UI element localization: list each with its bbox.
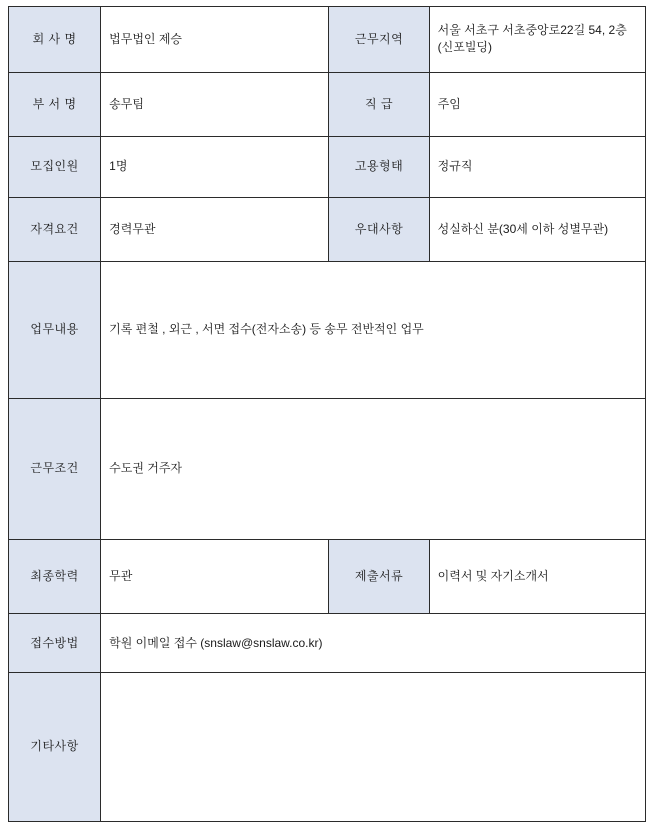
value-documents: 이력서 및 자기소개서 <box>429 540 645 614</box>
label-qualifications: 자격요건 <box>9 198 101 262</box>
label-headcount: 모집인원 <box>9 136 101 198</box>
value-company-name: 법무법인 제승 <box>101 7 329 73</box>
value-employment-type: 정규직 <box>429 136 645 198</box>
label-documents: 제출서류 <box>329 540 429 614</box>
value-work-conditions: 수도권 거주자 <box>101 398 646 540</box>
table-row <box>9 7 646 73</box>
table-row <box>9 72 646 136</box>
table-row <box>9 398 646 540</box>
label-department: 부 서 명 <box>9 72 101 136</box>
value-job-description: 기록 편철 , 외근 , 서면 접수(전자소송) 등 송무 전반적인 업무 <box>101 262 646 398</box>
value-etc <box>101 672 646 821</box>
value-preferred: 성실하신 분(30세 이하 성별무관) <box>429 198 645 262</box>
label-etc: 기타사항 <box>9 672 101 821</box>
value-apply-method: 학원 이메일 접수 (snslaw@snslaw.co.kr) <box>101 614 646 673</box>
label-job-description: 업무내용 <box>9 262 101 398</box>
value-position-rank: 주임 <box>429 72 645 136</box>
recruitment-table <box>8 6 646 822</box>
label-work-location: 근무지역 <box>329 7 429 73</box>
value-qualifications: 경력무관 <box>101 198 329 262</box>
table-row <box>9 672 646 821</box>
label-company-name: 회 사 명 <box>9 7 101 73</box>
value-work-location: 서울 서초구 서초중앙로22길 54, 2층 (신포빌딩) <box>429 7 645 73</box>
table-row <box>9 136 646 198</box>
label-work-conditions: 근무조건 <box>9 398 101 540</box>
table-row <box>9 262 646 398</box>
value-education: 무관 <box>101 540 329 614</box>
label-preferred: 우대사항 <box>329 198 429 262</box>
value-department: 송무팀 <box>101 72 329 136</box>
label-position-rank: 직 급 <box>329 72 429 136</box>
value-headcount: 1명 <box>101 136 329 198</box>
label-employment-type: 고용형태 <box>329 136 429 198</box>
label-apply-method: 접수방법 <box>9 614 101 673</box>
table-row <box>9 540 646 614</box>
label-education: 최종학력 <box>9 540 101 614</box>
table-row <box>9 614 646 673</box>
table-row <box>9 198 646 262</box>
